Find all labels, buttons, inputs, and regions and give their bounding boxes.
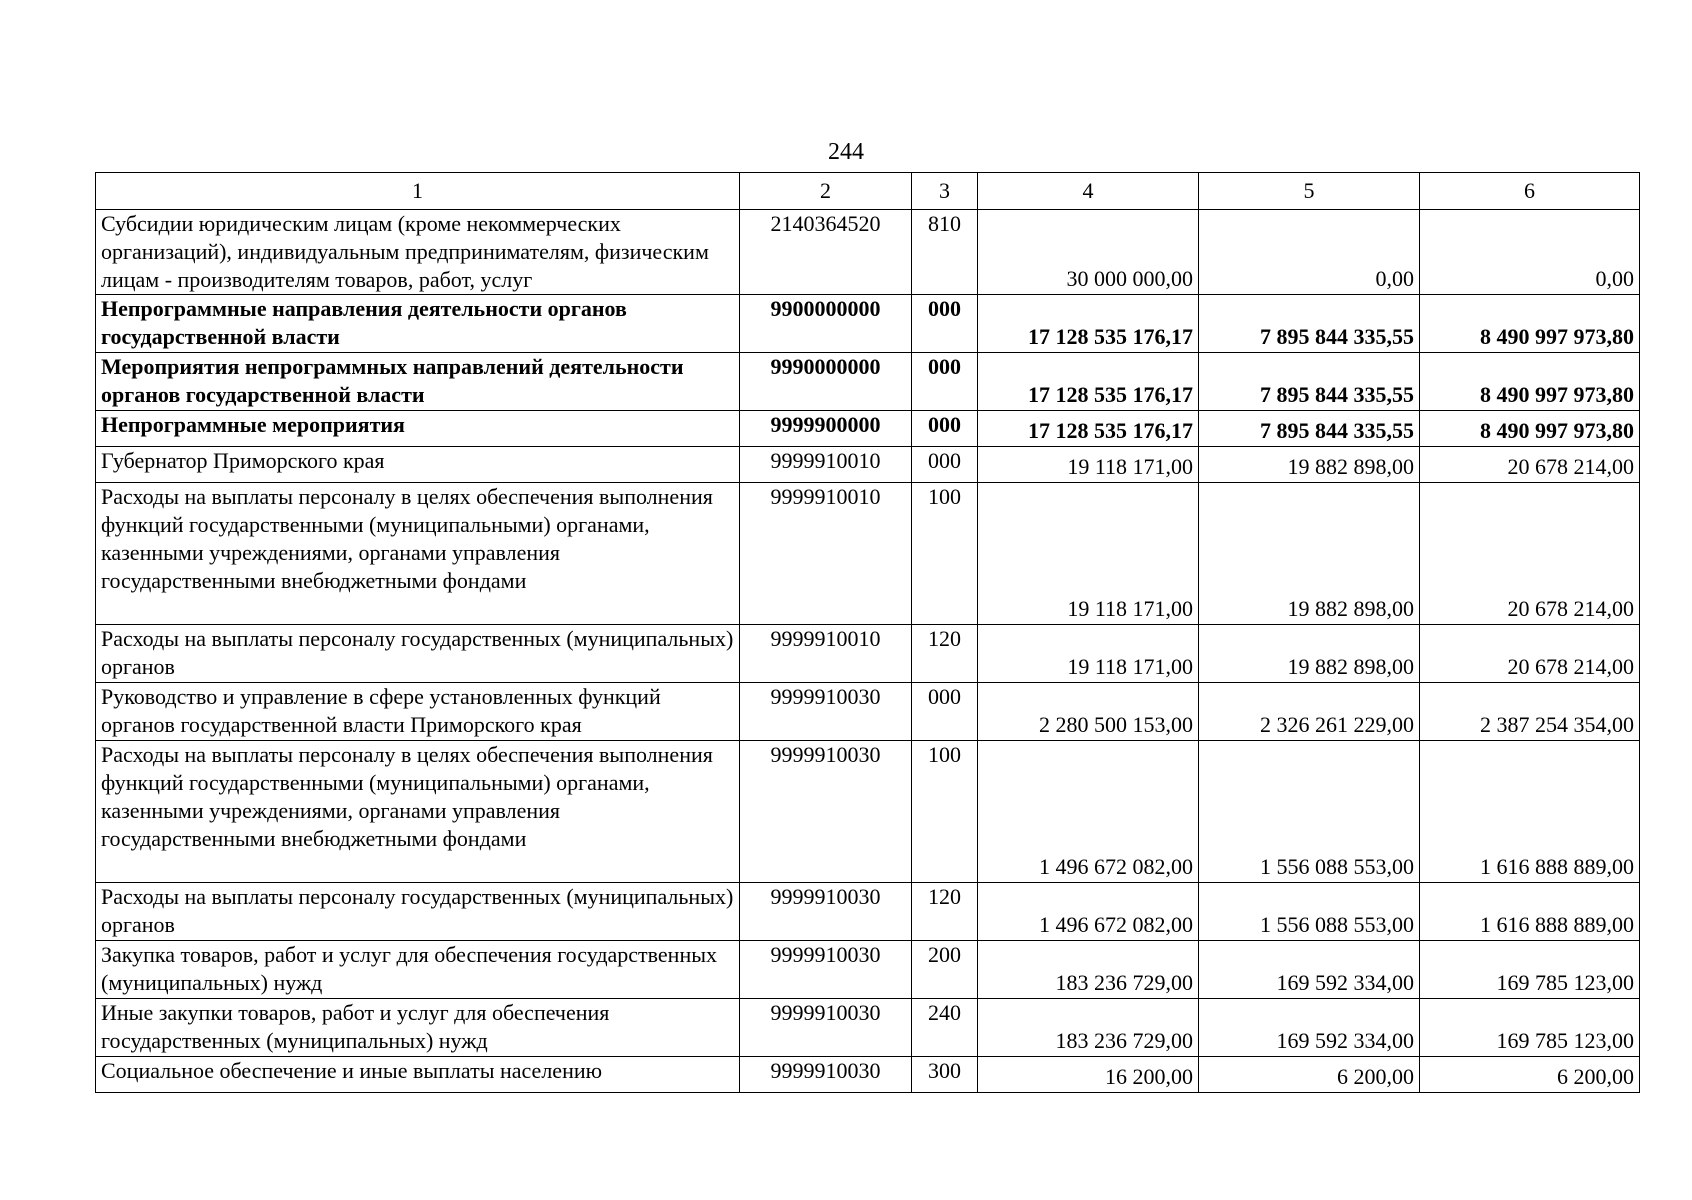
column-header: 1 bbox=[96, 173, 740, 210]
table-row bbox=[96, 625, 1640, 683]
row-amount-5: 0,00 bbox=[1199, 210, 1420, 295]
row-amount-5: 1 556 088 553,00 bbox=[1199, 883, 1420, 941]
row-name: Иные закупки товаров, работ и услуг для обеспечения государственных (муниципальных) нужд bbox=[96, 999, 740, 1057]
row-amount-5: 7 895 844 335,55 bbox=[1199, 295, 1420, 353]
row-code: 9999910010 bbox=[740, 447, 912, 483]
table-row bbox=[96, 999, 1640, 1057]
column-header: 5 bbox=[1199, 173, 1420, 210]
row-amount-6: 20 678 214,00 bbox=[1420, 483, 1640, 625]
table-row bbox=[96, 295, 1640, 353]
row-amount-5: 6 200,00 bbox=[1199, 1057, 1420, 1093]
table-row bbox=[96, 683, 1640, 741]
column-header: 4 bbox=[978, 173, 1199, 210]
row-amount-6: 8 490 997 973,80 bbox=[1420, 295, 1640, 353]
table-row bbox=[96, 883, 1640, 941]
row-code: 9999910030 bbox=[740, 883, 912, 941]
row-amount-4: 17 128 535 176,17 bbox=[978, 353, 1199, 411]
row-code: 9999910030 bbox=[740, 1057, 912, 1093]
row-amount-5: 1 556 088 553,00 bbox=[1199, 741, 1420, 883]
row-amount-6: 1 616 888 889,00 bbox=[1420, 883, 1640, 941]
row-type: 810 bbox=[912, 210, 978, 295]
row-amount-4: 183 236 729,00 bbox=[978, 941, 1199, 999]
row-amount-4: 19 118 171,00 bbox=[978, 483, 1199, 625]
row-name: Расходы на выплаты персоналу в целях обеспечения выполнения функций государственными (муниципальными) органами, казенными учреждениями, органами управления государственными внебюджетными фондами bbox=[96, 483, 740, 625]
row-type: 000 bbox=[912, 411, 978, 447]
row-amount-6: 20 678 214,00 bbox=[1420, 625, 1640, 683]
row-type: 000 bbox=[912, 353, 978, 411]
table-row bbox=[96, 210, 1640, 295]
row-amount-6: 8 490 997 973,80 bbox=[1420, 411, 1640, 447]
table-row bbox=[96, 741, 1640, 883]
row-amount-6: 0,00 bbox=[1420, 210, 1640, 295]
row-code: 9999910010 bbox=[740, 483, 912, 625]
row-name: Закупка товаров, работ и услуг для обеспечения государственных (муниципальных) нужд bbox=[96, 941, 740, 999]
row-type: 000 bbox=[912, 295, 978, 353]
row-code: 9999910030 bbox=[740, 999, 912, 1057]
column-header: 2 bbox=[740, 173, 912, 210]
row-name: Расходы на выплаты персоналу государственных (муниципальных) органов bbox=[96, 625, 740, 683]
row-code: 9999910030 bbox=[740, 741, 912, 883]
row-amount-6: 8 490 997 973,80 bbox=[1420, 353, 1640, 411]
row-name: Субсидии юридическим лицам (кроме некоммерческих организаций), индивидуальным предпринимателям, физическим лицам - производителям товаров, работ, услуг bbox=[96, 210, 740, 295]
row-amount-6: 6 200,00 bbox=[1420, 1057, 1640, 1093]
row-name: Непрограммные направления деятельности органов государственной власти bbox=[96, 295, 740, 353]
row-code: 9999900000 bbox=[740, 411, 912, 447]
column-header: 3 bbox=[912, 173, 978, 210]
row-code: 2140364520 bbox=[740, 210, 912, 295]
table-row bbox=[96, 411, 1640, 447]
table-header-row bbox=[96, 173, 1640, 210]
row-amount-4: 17 128 535 176,17 bbox=[978, 295, 1199, 353]
row-amount-6: 1 616 888 889,00 bbox=[1420, 741, 1640, 883]
row-name: Расходы на выплаты персоналу государственных (муниципальных) органов bbox=[96, 883, 740, 941]
row-amount-4: 17 128 535 176,17 bbox=[978, 411, 1199, 447]
row-name: Социальное обеспечение и иные выплаты населению bbox=[96, 1057, 740, 1093]
budget-table bbox=[95, 172, 1640, 1093]
row-type: 200 bbox=[912, 941, 978, 999]
row-type: 100 bbox=[912, 741, 978, 883]
row-amount-5: 19 882 898,00 bbox=[1199, 447, 1420, 483]
row-name: Губернатор Приморского края bbox=[96, 447, 740, 483]
row-amount-5: 169 592 334,00 bbox=[1199, 999, 1420, 1057]
row-amount-6: 169 785 123,00 bbox=[1420, 941, 1640, 999]
row-type: 000 bbox=[912, 447, 978, 483]
row-amount-4: 1 496 672 082,00 bbox=[978, 883, 1199, 941]
row-amount-4: 19 118 171,00 bbox=[978, 447, 1199, 483]
row-amount-5: 7 895 844 335,55 bbox=[1199, 353, 1420, 411]
row-type: 100 bbox=[912, 483, 978, 625]
row-amount-4: 2 280 500 153,00 bbox=[978, 683, 1199, 741]
row-type: 300 bbox=[912, 1057, 978, 1093]
row-type: 120 bbox=[912, 625, 978, 683]
page-number: 244 bbox=[828, 139, 864, 165]
row-amount-6: 169 785 123,00 bbox=[1420, 999, 1640, 1057]
row-code: 9900000000 bbox=[740, 295, 912, 353]
table-row bbox=[96, 353, 1640, 411]
column-header: 6 bbox=[1420, 173, 1640, 210]
row-amount-5: 19 882 898,00 bbox=[1199, 625, 1420, 683]
row-amount-6: 20 678 214,00 bbox=[1420, 447, 1640, 483]
table-row bbox=[96, 1057, 1640, 1093]
row-code: 9990000000 bbox=[740, 353, 912, 411]
row-amount-4: 16 200,00 bbox=[978, 1057, 1199, 1093]
row-type: 000 bbox=[912, 683, 978, 741]
row-amount-5: 169 592 334,00 bbox=[1199, 941, 1420, 999]
row-name: Расходы на выплаты персоналу в целях обеспечения выполнения функций государственными (муниципальными) органами, казенными учреждениями, органами управления государственными внебюджетными фондами bbox=[96, 741, 740, 883]
table-row bbox=[96, 447, 1640, 483]
row-amount-5: 2 326 261 229,00 bbox=[1199, 683, 1420, 741]
row-amount-5: 7 895 844 335,55 bbox=[1199, 411, 1420, 447]
row-amount-4: 183 236 729,00 bbox=[978, 999, 1199, 1057]
row-name: Руководство и управление в сфере установленных функций органов государственной власти Приморского края bbox=[96, 683, 740, 741]
row-amount-5: 19 882 898,00 bbox=[1199, 483, 1420, 625]
row-amount-4: 19 118 171,00 bbox=[978, 625, 1199, 683]
row-name: Мероприятия непрограммных направлений деятельности органов государственной власти bbox=[96, 353, 740, 411]
row-code: 9999910030 bbox=[740, 683, 912, 741]
table-row bbox=[96, 941, 1640, 999]
row-amount-6: 2 387 254 354,00 bbox=[1420, 683, 1640, 741]
row-type: 120 bbox=[912, 883, 978, 941]
row-type: 240 bbox=[912, 999, 978, 1057]
row-amount-4: 1 496 672 082,00 bbox=[978, 741, 1199, 883]
table-row bbox=[96, 483, 1640, 625]
row-code: 9999910030 bbox=[740, 941, 912, 999]
row-code: 9999910010 bbox=[740, 625, 912, 683]
row-amount-4: 30 000 000,00 bbox=[978, 210, 1199, 295]
row-name: Непрограммные мероприятия bbox=[96, 411, 740, 447]
